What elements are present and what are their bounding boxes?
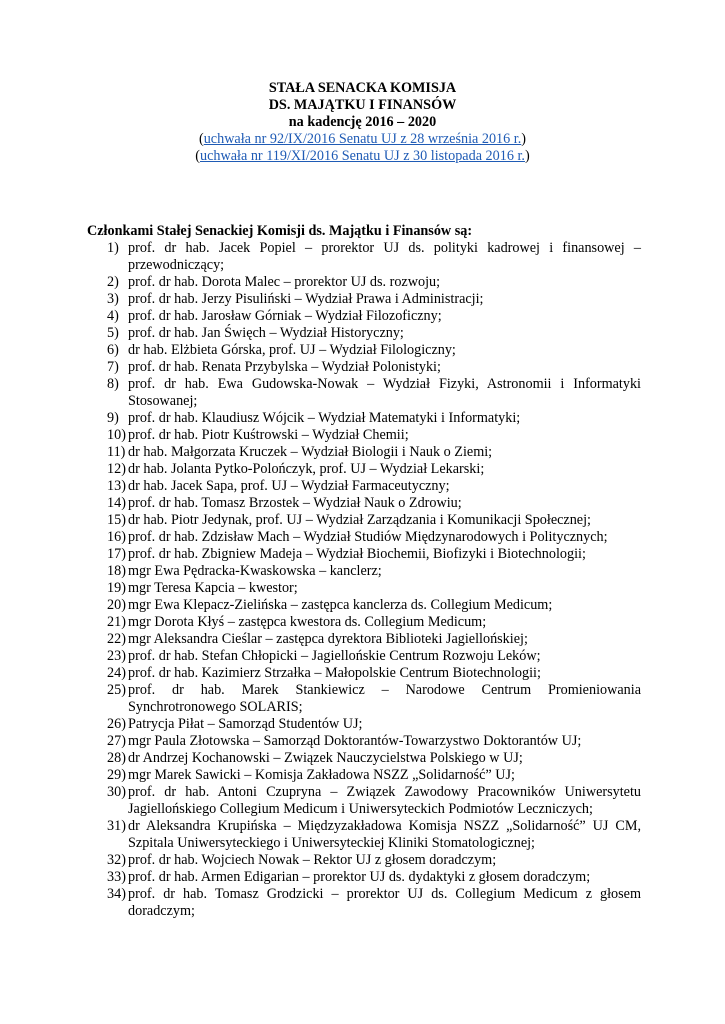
member-item — [107, 240, 641, 274]
member-item — [107, 308, 641, 325]
member-text: prof. dr hab. Ewa Gudowska-Nowak – Wydział Fizyki, Astronomii i Informatyki Stosowanej; — [128, 376, 641, 409]
member-item — [107, 512, 641, 529]
member-text: dr hab. Piotr Jedynak, prof. UJ – Wydział Zarządzania i Komunikacji Społecznej; — [128, 512, 591, 528]
document-header — [0, 80, 725, 165]
member-number: 17) — [107, 546, 126, 562]
member-text: prof. dr hab. Wojciech Nowak – Rektor UJ z głosem doradczym; — [128, 852, 497, 868]
member-item — [107, 427, 641, 444]
member-text: mgr Aleksandra Cieślar – zastępca dyrektora Biblioteki Jagiellońskiej; — [128, 631, 528, 647]
header-subtitle: DS. MAJĄTKU I FINANSÓW — [268, 97, 457, 113]
member-text: prof. dr hab. Armen Edigarian – prorektor UJ ds. dydaktyki z głosem doradczym; — [128, 869, 591, 885]
member-item — [107, 342, 641, 359]
member-number: 28) — [107, 750, 126, 766]
member-text: mgr Ewa Klepacz-Zielińska – zastępca kanclerza ds. Collegium Medicum; — [128, 597, 553, 613]
member-text: prof. dr hab. Zdzisław Mach – Wydział Studiów Międzynarodowych i Politycznych; — [128, 529, 608, 545]
member-number: 11) — [107, 444, 126, 460]
member-item — [107, 274, 641, 291]
member-item — [107, 682, 641, 716]
member-number: 29) — [107, 767, 126, 783]
member-text: dr Andrzej Kochanowski – Związek Nauczycielstwa Polskiego w UJ; — [128, 750, 523, 766]
member-number: 24) — [107, 665, 126, 681]
member-item — [107, 818, 641, 852]
member-text: mgr Teresa Kapcia – kwestor; — [128, 580, 298, 596]
member-number: 33) — [107, 869, 126, 885]
member-item — [107, 325, 641, 342]
member-item — [107, 733, 641, 750]
member-item — [107, 869, 641, 886]
member-text: mgr Marek Sawicki – Komisja Zakładowa NSZZ „Solidarność” UJ; — [128, 767, 515, 783]
member-text: dr Aleksandra Krupińska – Międzyzakładowa Komisja NSZZ „Solidarność” UJ CM, Szpitala Uniwersyteckiego i Uniwersyteckiej Kliniki Stomatologicznej; — [128, 818, 641, 851]
member-item — [107, 291, 641, 308]
member-number: 27) — [107, 733, 126, 749]
member-item — [107, 648, 641, 665]
member-item — [107, 750, 641, 767]
member-number: 22) — [107, 631, 126, 647]
member-item — [107, 716, 641, 733]
member-text: prof. dr hab. Piotr Kuśtrowski – Wydział Chemii; — [128, 427, 409, 443]
member-number: 20) — [107, 597, 126, 613]
member-number: 6) — [107, 342, 119, 358]
member-number: 2) — [107, 274, 119, 290]
resolution-link-2[interactable]: uchwała nr 119/XI/2016 Senatu UJ z 30 listopada 2016 r. — [200, 148, 525, 164]
member-number: 10) — [107, 427, 126, 443]
member-text: prof. dr hab. Kazimierz Strzałka – Małopolskie Centrum Biotechnologii; — [128, 665, 541, 681]
member-text: dr hab. Jacek Sapa, prof. UJ – Wydział Farmaceutyczny; — [128, 478, 450, 494]
member-item — [107, 580, 641, 597]
header-title: STAŁA SENACKA KOMISJA — [268, 80, 457, 96]
member-number: 25) — [107, 682, 126, 698]
member-item — [107, 614, 641, 631]
member-number: 15) — [107, 512, 126, 528]
member-text: prof. dr hab. Jan Święch – Wydział Historyczny; — [128, 325, 404, 341]
member-item — [107, 359, 641, 376]
member-number: 16) — [107, 529, 126, 545]
member-item — [107, 784, 641, 818]
member-number: 14) — [107, 495, 126, 511]
member-text: prof. dr hab. Antoni Czupryna – Związek Zawodowy Pracowników Uniwersytetu Jagiellońskiego Collegium Medicum i Uniwersyteckich Podmiotów Leczniczych; — [128, 784, 641, 817]
member-number: 32) — [107, 852, 126, 868]
member-item — [107, 444, 641, 461]
member-number: 5) — [107, 325, 119, 341]
member-text: prof. dr hab. Jerzy Pisuliński – Wydział Prawa i Administracji; — [128, 291, 484, 307]
resolution-link-1[interactable]: uchwała nr 92/IX/2016 Senatu UJ z 28 września 2016 r. — [203, 131, 522, 147]
member-number: 19) — [107, 580, 126, 596]
member-number: 1) — [107, 240, 119, 256]
member-text: mgr Paula Złotowska – Samorząd Doktorantów-Towarzystwo Doktorantów UJ; — [128, 733, 582, 749]
member-item — [107, 665, 641, 682]
member-number: 7) — [107, 359, 119, 375]
member-item — [107, 597, 641, 614]
member-item — [107, 631, 641, 648]
member-text: prof. dr hab. Marek Stankiewicz – Narodowe Centrum Promieniowania Synchrotronowego SOLARIS; — [128, 682, 641, 715]
member-text: prof. dr hab. Zbigniew Madeja – Wydział Biochemii, Biofizyki i Biotechnologii; — [128, 546, 586, 562]
member-number: 9) — [107, 410, 119, 426]
member-item — [107, 376, 641, 410]
member-text: prof. dr hab. Jarosław Górniak – Wydział Filozoficzny; — [128, 308, 442, 324]
member-item — [107, 461, 641, 478]
member-item — [107, 886, 641, 920]
member-number: 31) — [107, 818, 126, 834]
member-item — [107, 410, 641, 427]
members-intro: Członkami Stałej Senackiej Komisji ds. Majątku i Finansów są: — [87, 223, 473, 239]
header-term: na kadencję 2016 – 2020 — [288, 114, 437, 130]
member-text: dr hab. Jolanta Pytko-Polończyk, prof. UJ – Wydział Lekarski; — [128, 461, 485, 477]
member-text: prof. dr hab. Stefan Chłopicki – Jagiellońskie Centrum Rozwoju Leków; — [128, 648, 541, 664]
member-number: 34) — [107, 886, 126, 902]
member-text: dr hab. Elżbieta Górska, prof. UJ – Wydział Filologiczny; — [128, 342, 456, 358]
member-text: prof. dr hab. Tomasz Brzostek – Wydział Nauk o Zdrowiu; — [128, 495, 462, 511]
member-item — [107, 478, 641, 495]
member-text: prof. dr hab. Jacek Popiel – prorektor UJ ds. polityki kadrowej i finansowej – przewodniczący; — [128, 240, 641, 273]
resolution-line-2: (uchwała nr 119/XI/2016 Senatu UJ z 30 listopada 2016 r.) — [195, 148, 530, 164]
member-number: 26) — [107, 716, 126, 732]
member-item — [107, 529, 641, 546]
member-item — [107, 767, 641, 784]
member-text: dr hab. Małgorzata Kruczek – Wydział Biologii i Nauk o Ziemi; — [128, 444, 493, 460]
member-text: Patrycja Piłat – Samorząd Studentów UJ; — [128, 716, 363, 732]
member-text: mgr Dorota Kłyś – zastępca kwestora ds. Collegium Medicum; — [128, 614, 487, 630]
member-number: 23) — [107, 648, 126, 664]
member-text: prof. dr hab. Dorota Malec – prorektor UJ ds. rozwoju; — [128, 274, 441, 290]
member-item — [107, 546, 641, 563]
member-number: 12) — [107, 461, 126, 477]
resolution-line-1: (uchwała nr 92/IX/2016 Senatu UJ z 28 września 2016 r.) — [198, 131, 527, 147]
member-number: 13) — [107, 478, 126, 494]
member-text: mgr Ewa Pędracka-Kwaskowska – kanclerz; — [128, 563, 382, 579]
member-item — [107, 495, 641, 512]
member-number: 18) — [107, 563, 126, 579]
member-text: prof. dr hab. Klaudiusz Wójcik – Wydział Matematyki i Informatyki; — [128, 410, 521, 426]
member-item — [107, 563, 641, 580]
member-text: prof. dr hab. Renata Przybylska – Wydział Polonistyki; — [128, 359, 441, 375]
member-number: 30) — [107, 784, 126, 800]
members-list — [107, 240, 641, 920]
member-number: 21) — [107, 614, 126, 630]
member-item — [107, 852, 641, 869]
member-number: 4) — [107, 308, 119, 324]
member-number: 3) — [107, 291, 119, 307]
member-text: prof. dr hab. Tomasz Grodzicki – prorektor UJ ds. Collegium Medicum z głosem doradczym; — [128, 886, 641, 919]
member-number: 8) — [107, 376, 119, 392]
